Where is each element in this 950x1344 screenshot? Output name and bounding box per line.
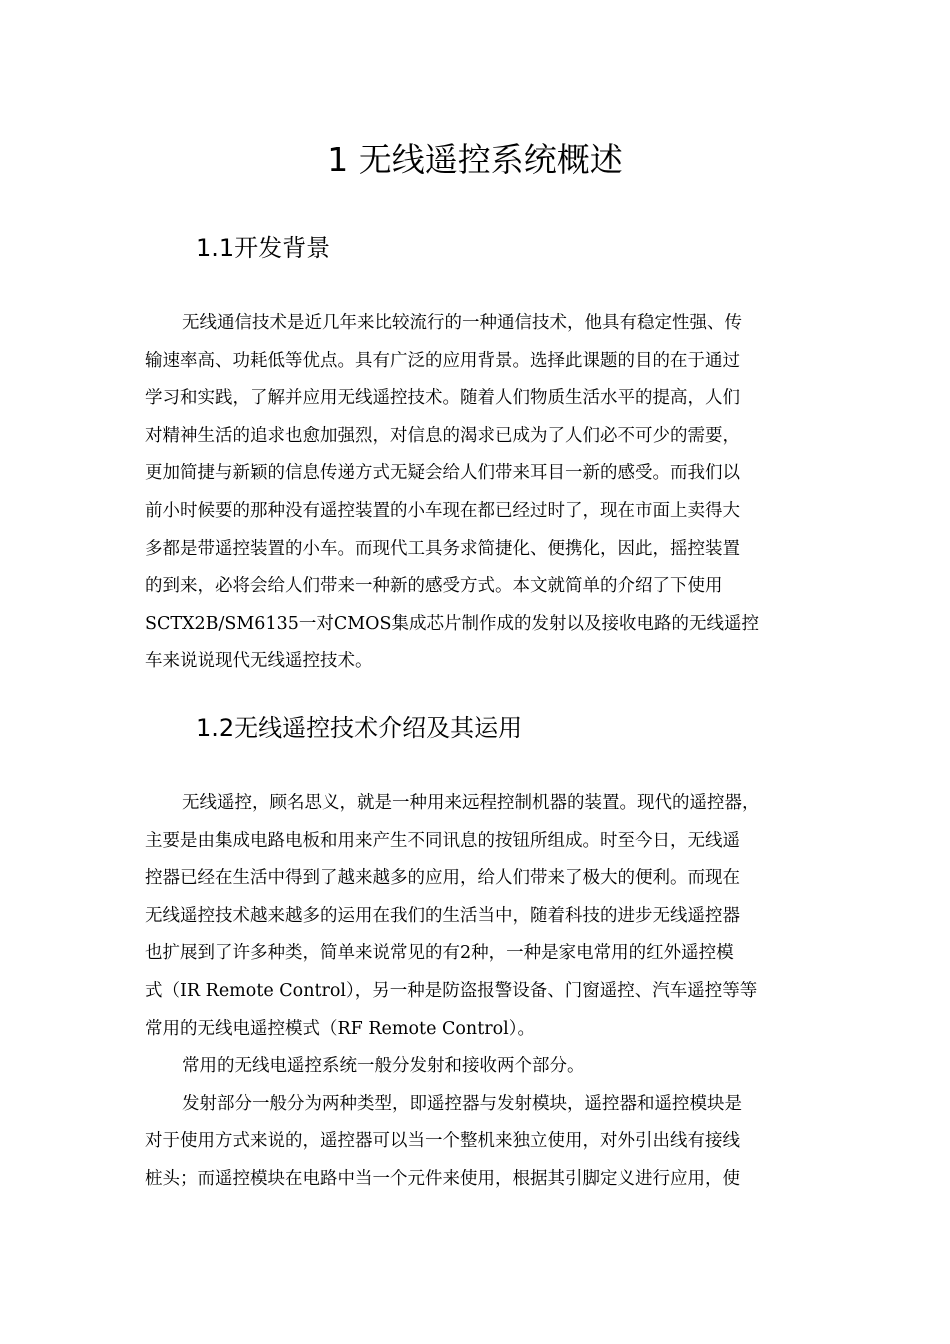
paragraph-line: 无线遥控，顾名思义，就是一种用来远程控制机器的装置。现代的遥控器，	[182, 793, 760, 813]
paragraph-line: 的到来，必将会给人们带来一种新的感受方式。本文就简单的介绍了下使用	[145, 576, 723, 597]
paragraph-line: 也扩展到了许多种类，简单来说常见的有2种，一种是家电常用的红外遥控模	[145, 943, 734, 964]
paragraph-line: 对于使用方式来说的，遥控器可以当一个整机来独立使用，对外引出线有接线	[145, 1131, 740, 1152]
chapter-title: 1 无线遥控系统概述	[327, 140, 623, 179]
paragraph-line: SCTX2B/SM6135一对CMOS集成芯片制作成的发射以及接收电路的无线遥控	[145, 613, 759, 634]
paragraph-line: 主要是由集成电路电板和用来产生不同讯息的按钮所组成。时至今日，无线遥	[145, 830, 740, 851]
paragraph-line: 输速率高、功耗低等优点。具有广泛的应用背景。选择此课题的目的在于通过	[145, 350, 740, 371]
section-1-2-body	[145, 785, 835, 1199]
paragraph-line: 多都是带遥控装置的小车。而现代工具务求简捷化、便携化，因此，摇控装置	[145, 538, 740, 559]
paragraph-line: 发射部分一般分为两种类型，即遥控器与发射模块，遥控器和遥控模块是	[182, 1093, 742, 1114]
paragraph-line: 学习和实践，了解并应用无线遥控技术。随着人们物质生活水平的提高，人们	[145, 388, 740, 409]
paragraph-line: 对精神生活的追求也愈加强烈，对信息的渴求已成为了人们必不可少的需要，	[145, 425, 740, 446]
section-heading-1-2: 1.2无线遥控技术介绍及其运用	[196, 714, 523, 742]
paragraph-line: 车来说说现代无线遥控技术。	[145, 651, 373, 672]
paragraph-line: 式（IR Remote Control），另一种是防盗报警设备、门窗遥控、汽车遥控等等	[145, 980, 758, 1001]
section-1-1-body	[145, 305, 835, 681]
paragraph-line: 更加简捷与新颖的信息传递方式无疑会给人们带来耳目一新的感受。而我们以	[145, 463, 740, 484]
paragraph-line: 控器已经在生活中得到了越来越多的应用，给人们带来了极大的便利。而现在	[145, 868, 740, 889]
paragraph-line: 常用的无线电遥控系统一般分发射和接收两个部分。	[182, 1056, 585, 1077]
paragraph-line: 无线遥控技术越来越多的运用在我们的生活当中，随着科技的进步无线遥控器	[145, 905, 740, 926]
section-heading-1-1: 1.1开发背景	[196, 234, 331, 262]
paragraph-line: 无线通信技术是近几年来比较流行的一种通信技术，他具有稳定性强、传	[182, 313, 742, 333]
paragraph-line: 桩头；而遥控模块在电路中当一个元件来使用，根据其引脚定义进行应用，使	[145, 1168, 740, 1189]
paragraph-line: 前小时候要的那种没有遥控装置的小车现在都已经过时了，现在市面上卖得大	[145, 500, 740, 521]
paragraph-line: 常用的无线电遥控模式（RF Remote Control）。	[145, 1018, 535, 1039]
